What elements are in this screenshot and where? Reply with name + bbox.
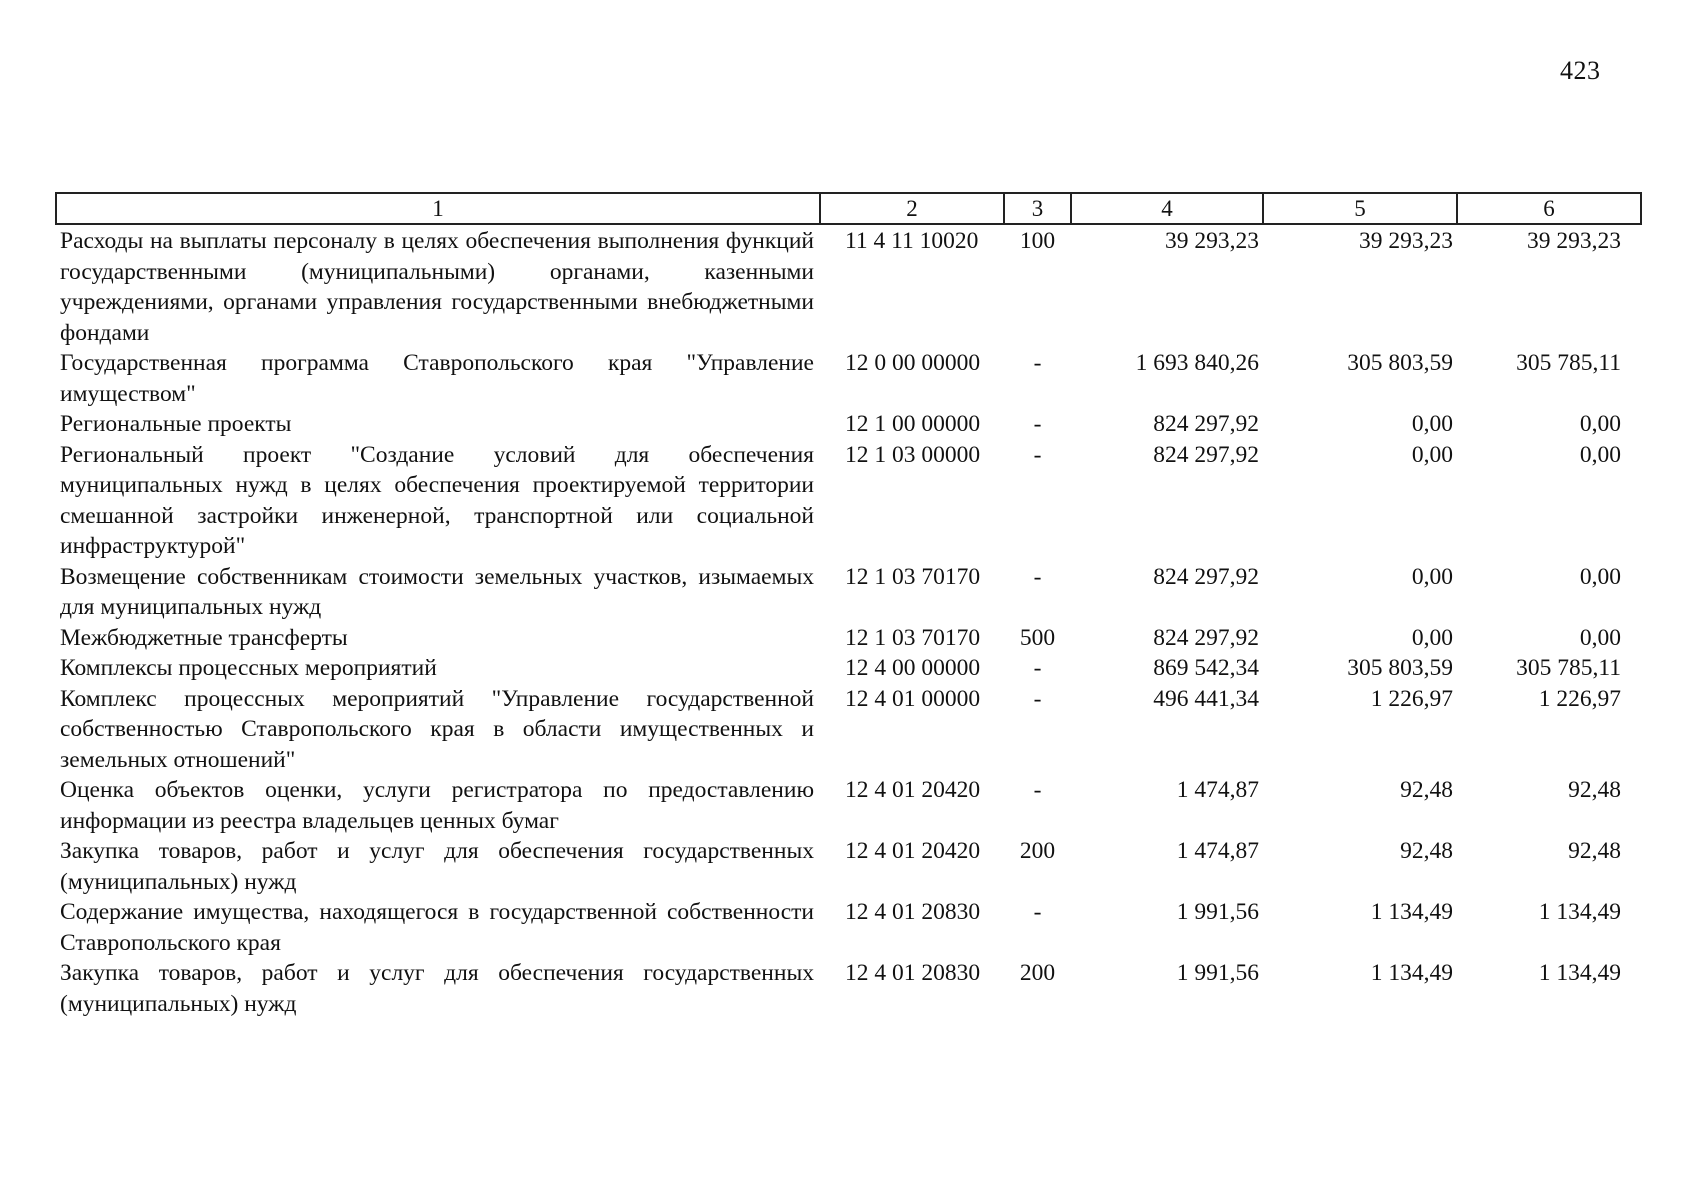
row-expense-type: - xyxy=(1033,655,1042,681)
row-code: 12 4 00 00000 xyxy=(845,655,981,681)
row-value-col6: 92,48 xyxy=(1568,838,1621,864)
row-value-col6: 305 785,11 xyxy=(1516,655,1621,681)
row-value-col5: 0,00 xyxy=(1411,624,1453,651)
row-value-col6: 305 785,11 xyxy=(1516,350,1621,376)
row-code: 12 1 03 70170 xyxy=(845,563,981,590)
row-name: Расходы на выплаты персоналу в целях обеспечения выполнения функций государственными (муниципальными) органами, казенными учреждениями, органами управления государственными внебюджетными фондами xyxy=(60,228,814,346)
row-code: 12 4 01 20420 xyxy=(845,777,981,803)
column-header-4: 4 xyxy=(1071,193,1263,224)
row-code: 12 1 03 70170 xyxy=(845,624,981,651)
row-value-col6: 0,00 xyxy=(1579,411,1621,437)
row-value-col4: 39 293,23 xyxy=(1165,228,1259,254)
row-value-col4: 824 297,92 xyxy=(1153,411,1259,437)
row-expense-type: 100 xyxy=(1019,228,1056,254)
row-name: Закупка товаров, работ и услуг для обеспечения государственных (муниципальных) нужд xyxy=(60,960,814,1017)
row-value-col4: 1 693 840,26 xyxy=(1135,350,1259,376)
row-value-col5: 92,48 xyxy=(1400,777,1453,803)
row-code: 12 4 01 20830 xyxy=(845,960,981,986)
page-number: 423 xyxy=(1560,56,1601,85)
row-code: 12 1 00 00000 xyxy=(845,411,981,437)
row-expense-type: 200 xyxy=(1019,838,1056,864)
row-name: Комплекс процессных мероприятий "Управление государственной собственностью Ставропольского края в области имущественных и земельных отношений" xyxy=(60,685,814,773)
row-value-col6: 1 226,97 xyxy=(1538,685,1621,712)
table-header xyxy=(56,193,1641,224)
budget-table xyxy=(55,192,1642,1019)
table-row xyxy=(56,623,1641,654)
row-value-col6: 0,00 xyxy=(1579,624,1621,651)
row-code: 12 0 00 00000 xyxy=(845,350,981,376)
row-value-col6: 1 134,49 xyxy=(1538,960,1621,986)
row-value-col5: 0,00 xyxy=(1411,441,1453,468)
table-row xyxy=(56,684,1641,776)
row-expense-type: - xyxy=(1033,563,1042,590)
row-expense-type: 200 xyxy=(1019,960,1056,986)
row-code: 12 4 01 20830 xyxy=(845,899,981,925)
row-value-col5: 305 803,59 xyxy=(1347,655,1453,681)
table-row xyxy=(56,958,1641,1019)
row-name: Оценка объектов оценки, услуги регистратора по предоставлению информации из реестра владельцев ценных бумаг xyxy=(60,777,814,834)
table-row xyxy=(56,653,1641,684)
row-value-col5: 0,00 xyxy=(1411,411,1453,437)
row-value-col5: 1 134,49 xyxy=(1370,960,1453,986)
row-expense-type: 500 xyxy=(1019,624,1056,651)
row-code: 12 4 01 00000 xyxy=(845,685,981,712)
row-name: Возмещение собственникам стоимости земельных участков, изымаемых для муниципальных нужд xyxy=(60,563,814,620)
row-value-col4: 869 542,34 xyxy=(1153,655,1259,681)
table-body xyxy=(56,224,1641,1019)
row-code: 12 4 01 20420 xyxy=(845,838,981,864)
row-name: Комплексы процессных мероприятий xyxy=(60,655,437,681)
row-value-col6: 0,00 xyxy=(1579,563,1621,590)
row-value-col6: 1 134,49 xyxy=(1538,899,1621,925)
row-name: Региональный проект "Создание условий для обеспечения муниципальных нужд в целях обеспечения проектируемой территории смешанной застройки инженерной, транспортной или социальной инфраструктурой" xyxy=(60,441,814,559)
row-value-col5: 0,00 xyxy=(1411,563,1453,590)
row-name: Содержание имущества, находящегося в государственной собственности Ставропольского края xyxy=(60,899,814,956)
column-header-2: 2 xyxy=(820,193,1004,224)
table-row xyxy=(56,897,1641,958)
table-row xyxy=(56,562,1641,623)
row-expense-type: - xyxy=(1033,899,1042,925)
table-row xyxy=(56,409,1641,440)
row-expense-type: - xyxy=(1033,441,1042,468)
column-header-5: 5 xyxy=(1263,193,1457,224)
row-expense-type: - xyxy=(1033,411,1042,437)
table-row xyxy=(56,224,1641,348)
row-value-col5: 92,48 xyxy=(1400,838,1453,864)
table-row xyxy=(56,836,1641,897)
row-name: Государственная программа Ставропольского края "Управление имуществом" xyxy=(60,350,814,407)
row-value-col6: 0,00 xyxy=(1579,441,1621,468)
row-value-col4: 1 991,56 xyxy=(1176,899,1259,925)
row-value-col6: 39 293,23 xyxy=(1527,228,1621,254)
column-header-6: 6 xyxy=(1457,193,1641,224)
table-row xyxy=(56,775,1641,836)
row-code: 12 1 03 00000 xyxy=(845,441,981,468)
table-row xyxy=(56,440,1641,562)
row-value-col5: 1 226,97 xyxy=(1370,685,1453,712)
row-value-col4: 1 474,87 xyxy=(1176,838,1259,864)
row-expense-type: - xyxy=(1033,685,1042,712)
row-value-col6: 92,48 xyxy=(1568,777,1621,803)
table-row xyxy=(56,348,1641,409)
row-code: 11 4 11 10020 xyxy=(845,228,979,254)
row-value-col5: 305 803,59 xyxy=(1347,350,1453,376)
row-value-col4: 1 991,56 xyxy=(1176,960,1259,986)
row-value-col4: 1 474,87 xyxy=(1176,777,1259,803)
header-row xyxy=(56,193,1641,224)
row-value-col4: 496 441,34 xyxy=(1153,685,1259,712)
row-expense-type: - xyxy=(1033,350,1042,376)
row-name: Межбюджетные трансферты xyxy=(60,624,348,651)
row-value-col5: 1 134,49 xyxy=(1370,899,1453,925)
row-value-col4: 824 297,92 xyxy=(1153,441,1259,468)
row-value-col5: 39 293,23 xyxy=(1359,228,1453,254)
row-name: Закупка товаров, работ и услуг для обеспечения государственных (муниципальных) нужд xyxy=(60,838,814,895)
row-value-col4: 824 297,92 xyxy=(1153,624,1259,651)
row-name: Региональные проекты xyxy=(60,411,292,437)
column-header-3: 3 xyxy=(1004,193,1071,224)
column-header-1: 1 xyxy=(56,193,820,224)
row-value-col4: 824 297,92 xyxy=(1153,563,1259,590)
row-expense-type: - xyxy=(1033,777,1042,803)
